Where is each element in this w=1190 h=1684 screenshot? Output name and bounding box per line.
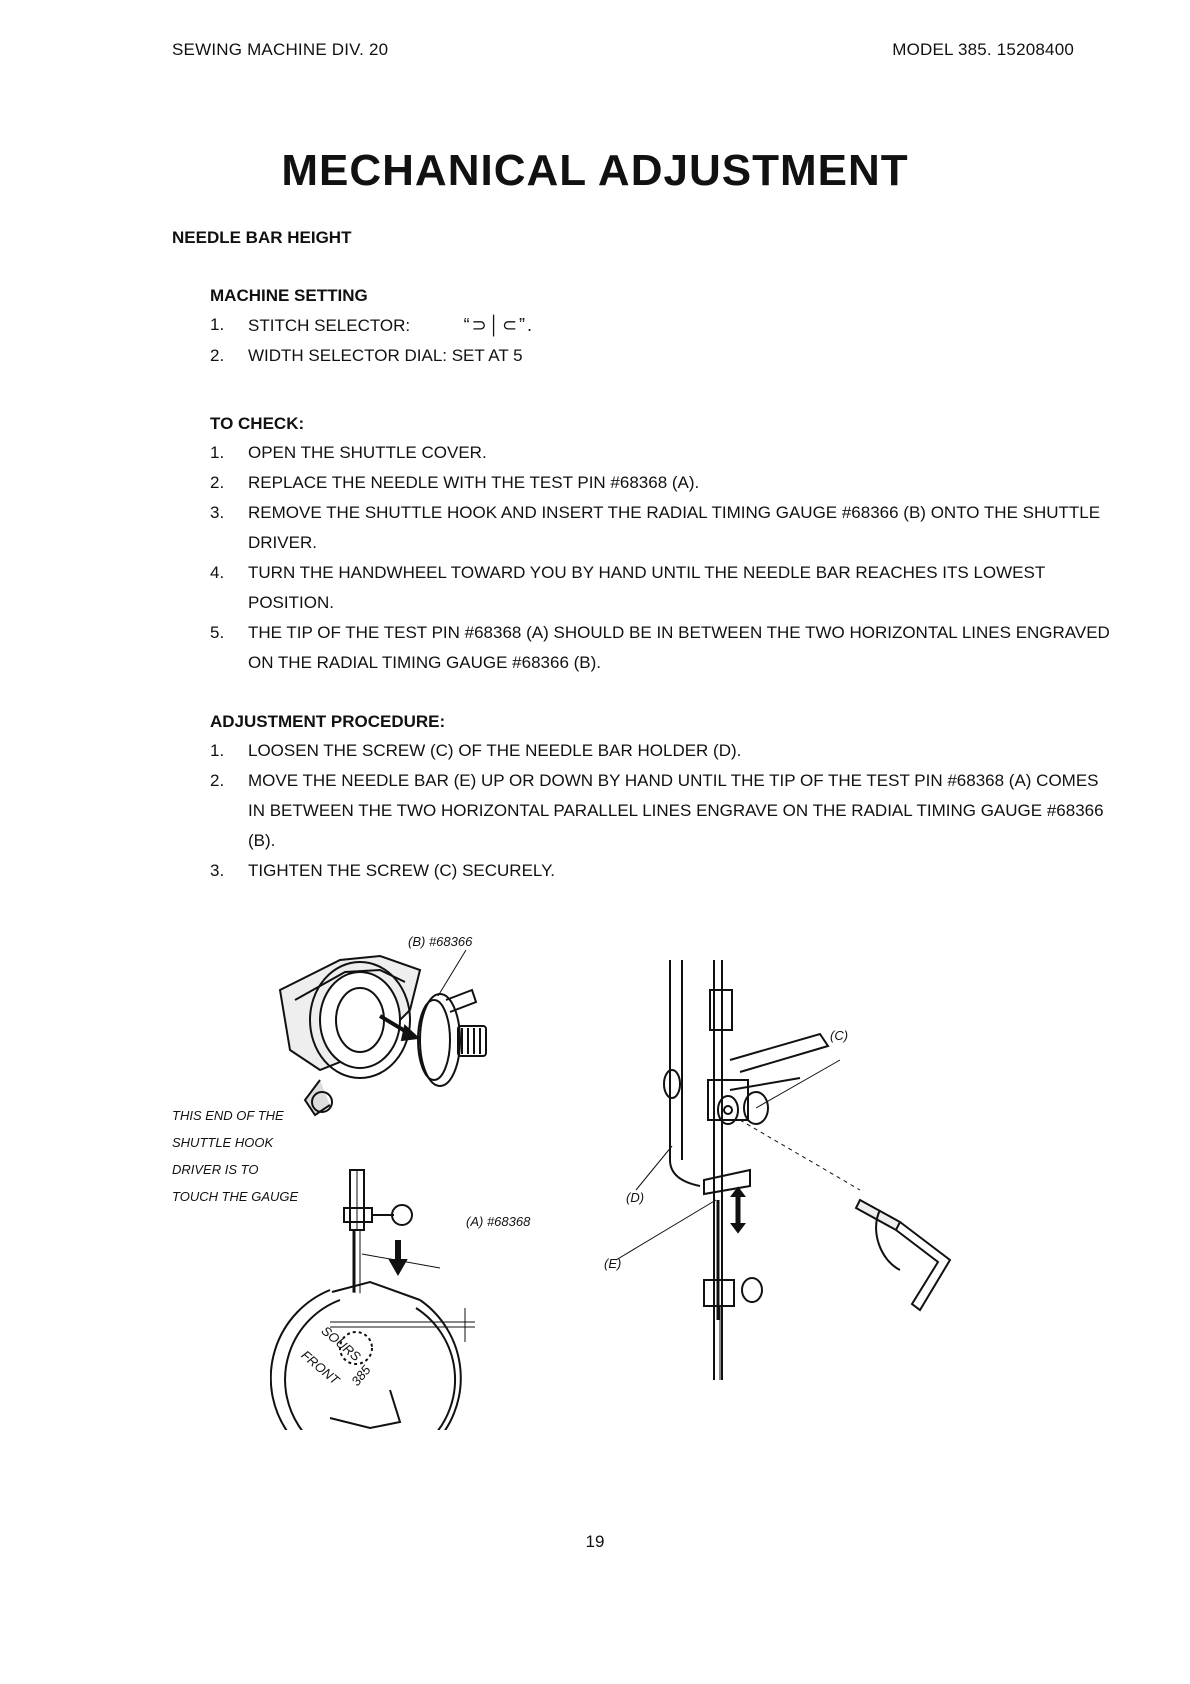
list-item xyxy=(210,310,1110,341)
page-title: MECHANICAL ADJUSTMENT xyxy=(281,146,909,195)
header-left: SEWING MACHINE DIV. 20 xyxy=(172,40,389,59)
list-item xyxy=(210,341,1110,371)
radial-gauge-illustration xyxy=(270,1160,530,1430)
list-text: TIGHTEN THE SCREW (C) SECURELY. xyxy=(248,861,555,880)
list-number: 5. xyxy=(210,623,225,642)
list-item xyxy=(210,558,1110,618)
machine-setting-heading: MACHINE SETTING xyxy=(210,286,368,305)
list-item xyxy=(210,856,1110,886)
header-right: MODEL 385. 15208400 xyxy=(892,40,1074,59)
adjustment-heading: ADJUSTMENT PROCEDURE: xyxy=(210,712,446,731)
list-text: REMOVE THE SHUTTLE HOOK AND INSERT THE RADIAL TIMING GAUGE #68366 (B) ONTO THE SHUTTLE DRIVER. xyxy=(248,503,1101,552)
adjustment-section xyxy=(210,712,1110,886)
list-number: 1. xyxy=(210,443,225,462)
list-number: 3. xyxy=(210,503,225,522)
label-d: (D) xyxy=(626,1190,645,1205)
list-item xyxy=(210,498,1110,558)
to-check-section xyxy=(210,414,1110,678)
list-item xyxy=(210,766,1110,856)
list-item xyxy=(210,618,1110,678)
gauge-engraving-2: FRONT xyxy=(298,1347,343,1388)
machine-setting-section xyxy=(210,286,1110,371)
label-c: (C) xyxy=(830,1028,849,1043)
section-title: NEEDLE BAR HEIGHT xyxy=(172,228,352,247)
page-number: 19 xyxy=(585,1532,605,1551)
list-text: TURN THE HANDWHEEL TOWARD YOU BY HAND UNTIL THE NEEDLE BAR REACHES ITS LOWEST POSITION. xyxy=(248,563,1045,612)
list-item xyxy=(210,468,1110,498)
list-text: MOVE THE NEEDLE BAR (E) UP OR DOWN BY HAND UNTIL THE TIP OF THE TEST PIN #68368 (A) COMES IN BETWEEN THE TWO HORIZONTAL PARALLEL LINES ENGRAVE ON THE RADIAL TIMING GAUGE #68366 (B). xyxy=(248,771,1104,850)
list-text: STITCH SELECTOR: xyxy=(248,316,411,335)
list-number: 1. xyxy=(210,741,225,760)
list-text: REPLACE THE NEEDLE WITH THE TEST PIN #68368 (A). xyxy=(248,473,700,492)
list-item xyxy=(210,438,1110,468)
stitch-symbol: “⊃│⊂”. xyxy=(463,315,535,335)
caption-line: THIS END OF THE xyxy=(172,1108,284,1123)
gauge-engraving-1: SOURS xyxy=(318,1322,364,1365)
caption-line: SHUTTLE HOOK xyxy=(172,1135,274,1150)
list-text: THE TIP OF THE TEST PIN #68368 (A) SHOULD BE IN BETWEEN THE TWO HORIZONTAL LINES ENGRAVED ON THE RADIAL TIMING GAUGE #68366 (B). xyxy=(248,623,1110,672)
list-number: 4. xyxy=(210,563,225,582)
shuttle-driver-illustration xyxy=(260,930,560,1140)
list-item xyxy=(210,736,1110,766)
needle-bar-illustration xyxy=(600,960,1000,1380)
label-a: (A) #68368 xyxy=(466,1214,531,1229)
label-b: (B) #68366 xyxy=(408,934,473,949)
list-number: 2. xyxy=(210,473,225,492)
list-text: WIDTH SELECTOR DIAL: SET AT 5 xyxy=(248,346,523,365)
list-number: 2. xyxy=(210,346,225,365)
caption-line: DRIVER IS TO xyxy=(172,1162,259,1177)
gauge-engraving-3: 385 xyxy=(348,1362,374,1389)
to-check-heading: TO CHECK: xyxy=(210,414,305,433)
caption-line: TOUCH THE GAUGE xyxy=(172,1189,299,1204)
list-text: LOOSEN THE SCREW (C) OF THE NEEDLE BAR HOLDER (D). xyxy=(248,741,742,760)
list-text: OPEN THE SHUTTLE COVER. xyxy=(248,443,487,462)
list-number: 1. xyxy=(210,315,225,334)
label-e: (E) xyxy=(604,1256,622,1271)
list-number: 2. xyxy=(210,771,225,790)
list-number: 3. xyxy=(210,861,225,880)
